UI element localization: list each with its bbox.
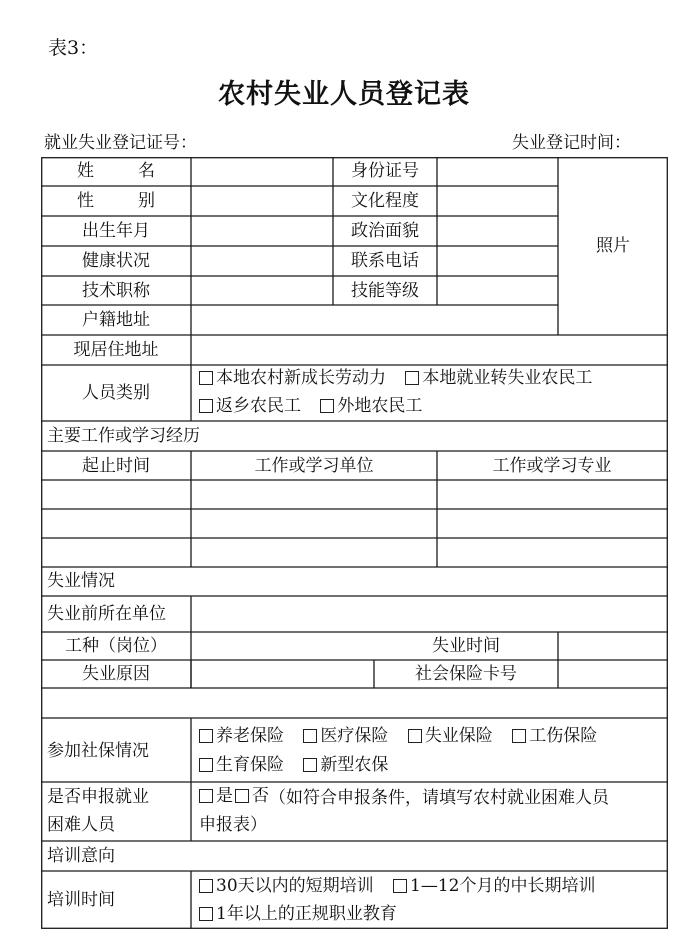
history-header-major: 工作或学习专业 [492,456,612,476]
checkbox-icon[interactable] [303,758,317,772]
history-section-title: 主要工作或学习经历 [47,426,200,446]
training-intent-label: 培训意向 [47,846,115,866]
category-option[interactable]: 外地农民工 [320,396,422,416]
hardship-note-line1: （如符合申报条件，请填写农村就业困难人员 [269,788,609,808]
hardship-yes-option[interactable]: 是 [199,786,233,806]
history-header-unit: 工作或学习单位 [254,456,374,476]
job-type-label: 工种（岗位） [65,636,167,656]
checkbox-icon[interactable] [320,399,334,413]
registration-number-label: 就业失业登记证号： [44,133,197,153]
insurance-option[interactable]: 养老保险 [199,726,284,746]
checkbox-icon[interactable] [199,879,213,893]
category-options-row2 [199,396,422,418]
phone-label: 联系电话 [351,251,419,271]
checkbox-icon[interactable] [408,729,422,743]
checkbox-icon[interactable] [199,758,213,772]
hardship-label-line1: 是否申报就业 [47,787,149,807]
training-option[interactable]: 1—12个月的中长期培训 [393,876,595,896]
gender-label: 性 别 [77,191,155,211]
birth-label: 出生年月 [82,221,150,241]
checkbox-icon[interactable] [303,729,317,743]
previous-unit-label: 失业前所在单位 [47,604,166,624]
checkbox-icon[interactable] [199,907,213,921]
insurance-option[interactable]: 生育保险 [199,755,284,775]
education-label: 文化程度 [351,191,419,211]
hardship-no-option[interactable]: 否 [235,786,269,806]
training-options-row1 [199,876,596,898]
training-option[interactable]: 30天以内的短期培训 [199,876,374,896]
category-option[interactable]: 本地就业转失业农民工 [405,368,592,388]
health-label: 健康状况 [82,251,150,271]
insurance-options-row2 [199,755,388,777]
name-label: 姓 名 [77,161,155,181]
category-option[interactable]: 本地农村新成长劳动力 [199,368,386,388]
checkbox-icon[interactable] [393,879,407,893]
id-number-label: 身份证号 [351,161,419,181]
unemployment-time-label: 失业时间 [432,636,500,656]
checkbox-icon[interactable] [199,729,213,743]
category-options-row1 [199,368,592,390]
registration-time-label: 失业登记时间： [512,133,631,153]
checkbox-icon[interactable] [405,371,419,385]
insurance-label: 参加社保情况 [47,741,149,761]
technical-title-label: 技术职称 [82,281,150,301]
political-status-label: 政治面貌 [351,221,419,241]
checkbox-icon[interactable] [235,789,249,803]
checkbox-icon[interactable] [199,371,213,385]
training-time-label: 培训时间 [47,890,115,910]
table-grid-lines [41,157,668,929]
table-number: 表3： [48,37,99,59]
skill-level-label: 技能等级 [351,281,419,301]
registration-form-table [41,157,668,929]
training-options-row2 [199,904,397,926]
insurance-options-row1 [199,726,597,748]
hardship-label-line2: 困难人员 [47,815,115,835]
hardship-note-line2: 申报表） [199,815,267,835]
social-security-card-label: 社会保险卡号 [415,664,517,684]
history-header-period: 起止时间 [82,456,150,476]
unemployment-section-title: 失业情况 [47,571,115,591]
category-option[interactable]: 返乡农民工 [199,396,301,416]
hardship-options [199,786,609,808]
unemployment-reason-label: 失业原因 [82,664,150,684]
insurance-option[interactable]: 医疗保险 [303,726,388,746]
insurance-option[interactable]: 失业保险 [408,726,493,746]
training-option[interactable]: 1年以上的正规职业教育 [199,904,397,924]
photo-label: 照片 [596,236,630,256]
hukou-address-label: 户籍地址 [82,310,150,330]
checkbox-icon[interactable] [199,789,213,803]
form-title: 农村失业人员登记表 [218,79,470,110]
checkbox-icon[interactable] [199,399,213,413]
current-address-label: 现居住地址 [73,340,159,360]
checkbox-icon[interactable] [512,729,526,743]
personnel-category-label: 人员类别 [82,383,150,403]
insurance-option[interactable]: 新型农保 [303,755,388,775]
insurance-option[interactable]: 工伤保险 [512,726,597,746]
